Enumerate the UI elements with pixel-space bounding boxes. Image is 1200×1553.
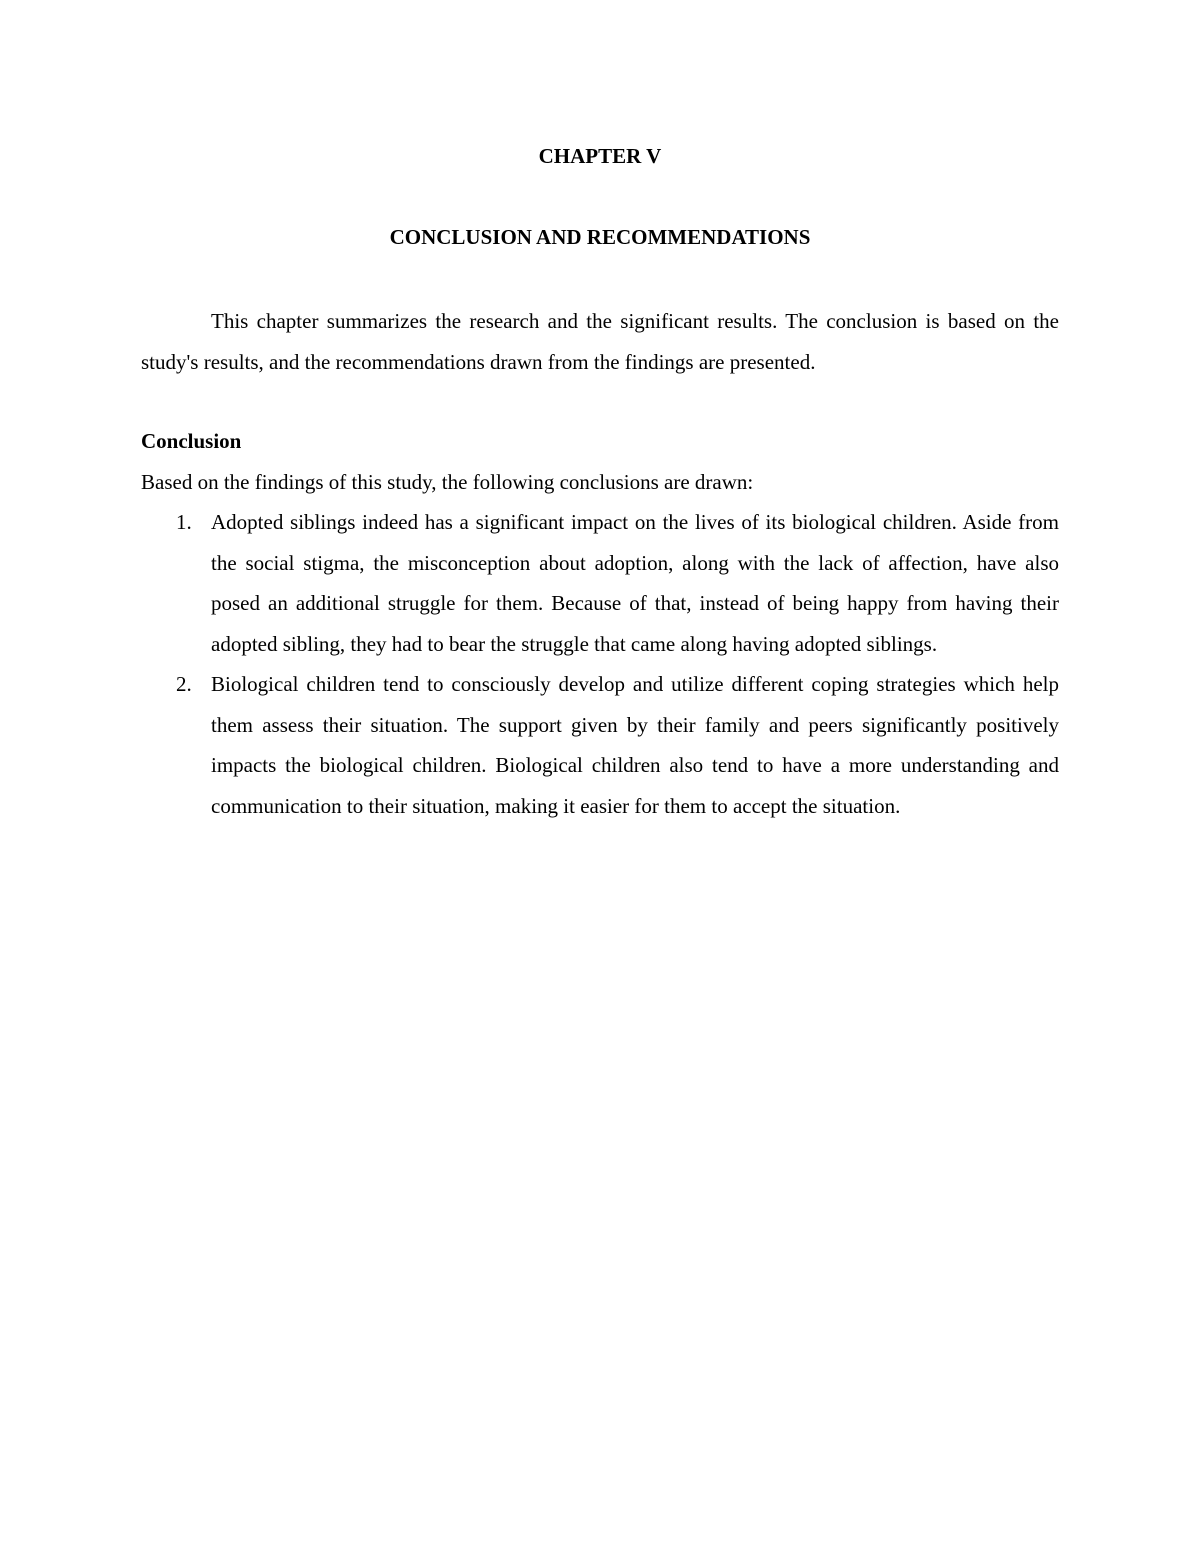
- list-item: [176, 664, 1059, 826]
- section-heading-conclusion: Conclusion: [141, 429, 242, 453]
- conclusions-list: [141, 502, 1059, 826]
- list-item-marker: 2.: [176, 672, 192, 696]
- list-item-marker: 1.: [176, 510, 192, 534]
- list-item-text: Adopted siblings indeed has a significant impact on the lives of its biological children. Aside from the social stigma, the misconception about adoption, along with the lack of affection, have also posed an additional struggle for them. Because of that, instead of being happy from having their adopted sibling, they had to bear the struggle that came along having adopted siblings.: [211, 510, 1059, 656]
- intro-paragraph: This chapter summarizes the research and the significant results. The conclusion is based on the study's results, and the recommendations drawn from the findings are presented.: [141, 309, 1059, 374]
- chapter-title: CONCLUSION AND RECOMMENDATIONS: [389, 225, 811, 249]
- page-content: [141, 140, 1059, 826]
- list-item: [176, 502, 1059, 664]
- section-lead: Based on the findings of this study, the following conclusions are drawn:: [141, 469, 754, 494]
- list-item-text: Biological children tend to consciously develop and utilize different coping strategies which help them assess their situation. The support given by their family and peers significantly positively impacts the biological children. Biological children also tend to have a more understanding and communication to their situation, making it easier for them to accept the situation.: [211, 672, 1059, 818]
- chapter-heading: CHAPTER V: [538, 144, 662, 168]
